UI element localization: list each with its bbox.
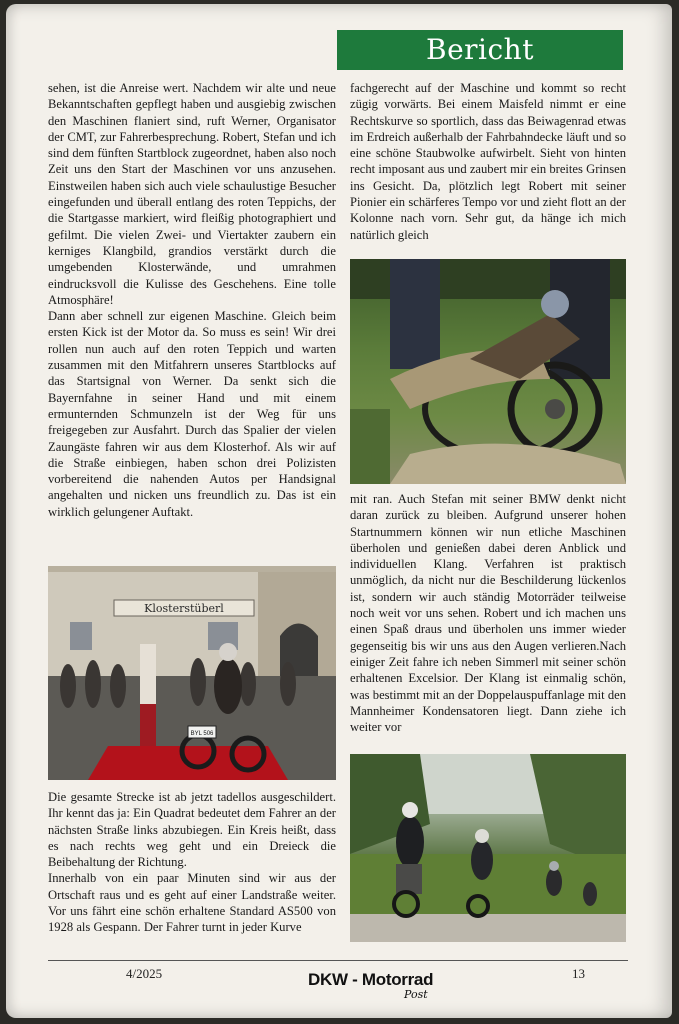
photo-sidecar-motorcycle bbox=[350, 259, 626, 484]
page-number: 13 bbox=[572, 966, 585, 981]
paragraph: Dann aber schnell zur eigenen Maschine. Gleich beim ersten Kick ist der Motor da. So muss es sein! Wir drei rollen nun auch auf den roten Teppich und warten zusammen mit den Mitfahrern unseres Startblocks auf das Startsignal von Werner. Da senkt sich die Bayernfahne in seiner Hand und mit einem ermunternden Schmunzeln ist der Weg für uns freigegeben zur Ausfahrt. Durch das Spalier der vielen Zaungäste fahren wir aus dem Klosterhof. Als wir auf die Straße einbiegen, haben schon drei Polizisten vorbereitend die nahenden Autos per Handsignal angehalten und nicken uns freundlich zu. Das ist ein wirklich gelungener Auftakt. bbox=[48, 309, 336, 519]
magazine-logo-sub: Post bbox=[404, 988, 428, 1001]
section-title: Bericht bbox=[426, 33, 534, 66]
paragraph: mit ran. Auch Stefan mit seiner BMW denkt nicht daran zurück zu bleiben. Aufgrund unserer hohen Startnummern können wir nun etliche Maschinen überholen und genießen dabei deren Anblick und individuellen Klang. Verfahren ist praktisch unmöglich, da nicht nur die Beschilderung lückenlos ist, sondern wir auch ständig Motorräder teilweise noch weit vor uns sehen. Robert und ich machen uns einen Spaß draus und überholen uns immer wieder gegenseitig bis wir uns aus den Augen verlieren.Nach einiger Zeit fahre ich neben Simmerl mit seiner schön erhaltenen Excelsior. Der Klang ist einmalig schön, was bestimmt mit an der Doppelauspuffanlage mit den Mannheimer Kondensatoren liegt. Dann ziehe ich weiter vor bbox=[350, 492, 626, 735]
klosterstueberl-sign: Klosterstüberl bbox=[144, 602, 224, 615]
left-column-top-text bbox=[48, 80, 336, 520]
photo-riders-country-road bbox=[350, 754, 626, 942]
magazine-logo: DKW - Motorrad bbox=[308, 970, 434, 989]
photo-klosterhof-illustration bbox=[48, 566, 336, 780]
photo-klosterhof-start bbox=[48, 566, 336, 780]
paragraph: sehen, ist die Anreise wert. Nachdem wir alte und neue Bekanntschaften gepflegt haben und ausgiebig zwischen den Maschinen flaniert sind, ruft Werner, Organisator der CMT, zur Fahrerbesprechung. Robert, Stefan und ich sind dem fünften Startblock zugeordnet, haben also noch Zeit uns den Start der Maschinen vor uns anzusehen. Einstweilen haben sich auch viele schaulustige Besucher eingefunden und überall entlang des roten Teppichs, der die Startgasse markiert, wird fleißig photographiert und gefilmt. Die vielen Zwei- und Viertakter zaubern ein kerniges Klangbild, grandios verstärkt durch die umgebenden Klosterwände, und umrahmen eindrucksvoll die Kulisse des Geschehens. Eine tolle Atmosphäre! bbox=[48, 81, 336, 307]
number-plate: BYL 506 bbox=[190, 731, 214, 737]
right-column-top-text bbox=[350, 80, 626, 243]
paragraph: fachgerecht auf der Maschine und kommt so recht zügig vorwärts. Bei einem Maisfeld nimmt er eine Rechtskurve so sportlich, dass das Beiwagenrad etwas im Erdreich außerhalb der Fahrbahndecke läuft und so eine schöne Staubwolke aufwirbelt. Sieht von hinten recht imposant aus und zaubert mir ein breites Grinsen ins Gesicht. Da, plötzlich legt Robert mit seiner Pionier ein schärferes Tempo vor und zieht flott an der Kolonne nach vorn. Sehr gut, da hänge ich mich natürlich gleich bbox=[350, 81, 626, 242]
section-banner bbox=[337, 30, 623, 70]
right-column-middle-text bbox=[350, 491, 626, 735]
photo-riders-illustration bbox=[350, 754, 626, 942]
paragraph: Die gesamte Strecke ist ab jetzt tadellos ausgeschildert. Ihr kennt das ja: Ein Quadrat bedeutet dem Fahrer an der nächsten Straße links abzubiegen. Ein Kreis heißt, dass es nach rechts weg geht und ein Dreieck die Beibehaltung der Richtung. bbox=[48, 790, 336, 870]
paragraph: Innerhalb von ein paar Minuten sind wir aus der Ortschaft raus und es geht auf einer Landstraße weiter. Vor uns fährt eine schön erhaltene Standard AS500 von 1928 als Gespann. Der Fahrer turnt in jeder Kurve bbox=[48, 871, 336, 935]
photo-sidecar-illustration bbox=[350, 259, 626, 484]
issue-number: 4/2025 bbox=[126, 966, 163, 981]
magazine-page bbox=[6, 4, 672, 1018]
footer-divider bbox=[48, 960, 628, 961]
left-column-bottom-text bbox=[48, 789, 336, 936]
